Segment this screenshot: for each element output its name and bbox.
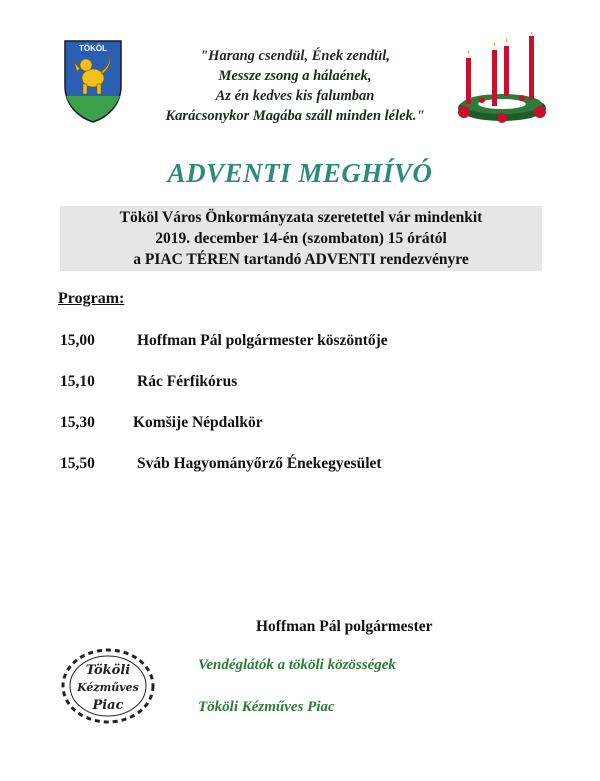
program-item <box>60 332 540 352</box>
program-text: Hoffman Pál polgármester köszöntője <box>137 332 388 349</box>
program-time: 15,30 <box>60 414 95 431</box>
page-title: ADVENTI MEGHÍVÓ <box>167 158 433 188</box>
invitation-line: Tököl Város Önkormányzata szeretettel vár mindenkit <box>119 209 483 226</box>
stamp-line: Kézműves <box>77 681 139 694</box>
program-text: Komšije Népdalkör <box>133 414 263 431</box>
coat-of-arms-label: TÖKÖL <box>79 44 107 53</box>
invitation-line: a PIAC TÉREN tartandó ADVENTI rendezvényre <box>133 251 469 268</box>
stamp-line: Tököli <box>85 663 131 678</box>
program-time: 15,10 <box>60 373 95 390</box>
advent-wreath-icon <box>452 32 552 128</box>
program-item <box>60 455 540 475</box>
invitation-box <box>60 206 542 271</box>
poem-line: Karácsonykor Magába száll minden lélek." <box>165 108 425 124</box>
program-heading: Program: <box>58 290 125 307</box>
poem-line: Az én kedves kis falumban <box>215 88 375 104</box>
coat-of-arms-icon <box>62 38 124 124</box>
poem <box>130 46 460 126</box>
host-line: Vendéglátók a tököli közösségek <box>198 657 396 673</box>
invitation-line: 2019. december 14-én (szombaton) 15 órától <box>155 230 447 247</box>
stamp-line: Piac <box>92 698 124 713</box>
program-text: Sváb Hagyományőrző Énekegyesület <box>137 455 382 472</box>
program-item <box>60 373 540 393</box>
poem-line: Messze zsong a hálaének, <box>218 68 372 84</box>
program-time: 15,50 <box>60 455 95 472</box>
mayor-signature: Hoffman Pál polgármester <box>256 618 433 635</box>
program-time: 15,00 <box>60 332 95 349</box>
program-item <box>60 414 540 434</box>
program-text: Rác Férfikórus <box>137 373 238 390</box>
market-stamp-icon <box>58 646 158 726</box>
poem-line: "Harang csendül, Ének zendül, <box>200 48 390 64</box>
market-line: Tököli Kézműves Piac <box>198 699 335 715</box>
